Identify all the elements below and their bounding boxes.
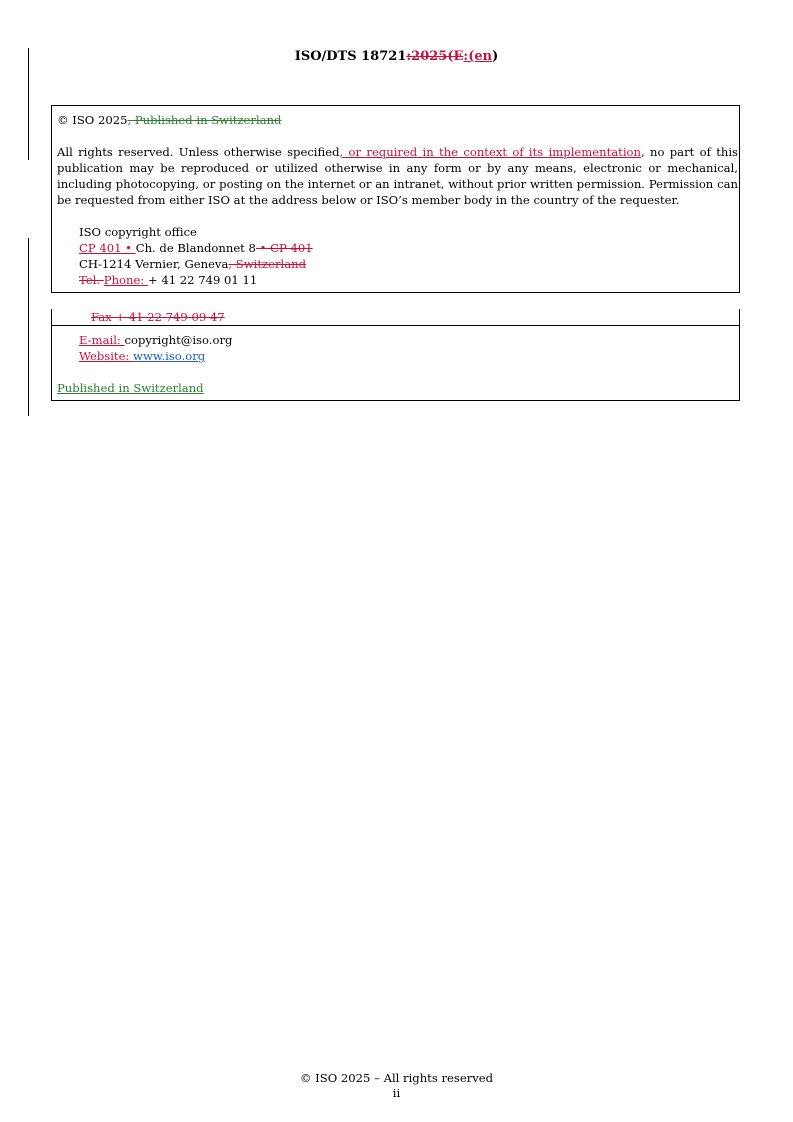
city-text: CH-1214 Vernier, Geneva <box>79 257 229 271</box>
footer-copyright: © ISO 2025 – All rights reserved <box>299 1071 494 1085</box>
address-block <box>57 224 734 288</box>
change-bar-bottom <box>28 238 29 416</box>
copyright-line <box>57 112 734 128</box>
email-address[interactable]: copyright@iso.org <box>124 333 233 347</box>
header-close-paren: ) <box>492 49 499 64</box>
document-header <box>0 48 793 66</box>
inserted-po-box: CP 401 • <box>79 241 136 255</box>
deleted-tel-label: Tel. <box>79 273 104 287</box>
deleted-fax: Fax + 41 22 749 09 47 <box>91 310 225 324</box>
rights-paragraph <box>57 144 738 208</box>
deleted-year-suffix: :2025(E <box>406 49 464 64</box>
copyright-text: © ISO 2025 <box>57 113 128 127</box>
deleted-country: , Switzerland <box>228 257 307 271</box>
page-number: ii <box>392 1086 401 1100</box>
phone-line <box>79 272 734 288</box>
rights-text-part2: , no part of this publication may be reproduced or utilized otherwise in any form or by any means, electronic or mechanical, including photocopying, or posting on the internet or an intranet, without prior written permission. Permission can be requested from either ISO at the address below or ISO’s member body in the country of the requester. <box>57 145 738 207</box>
website-link[interactable]: www.iso.org <box>133 349 206 363</box>
office-name: ISO copyright office <box>79 225 197 239</box>
page-footer <box>0 1071 793 1101</box>
deleted-po-box: • CP 401 <box>255 241 313 255</box>
address-line-city <box>79 256 734 272</box>
address-line-street <box>79 240 734 256</box>
street-text: Ch. de Blandonnet 8 <box>135 241 256 255</box>
inserted-implementation-clause: , or required in the context of its implementation <box>339 145 641 159</box>
inserted-language-suffix: :(en <box>463 49 493 64</box>
contact-box <box>51 325 740 401</box>
inserted-phone-label: Phone: <box>103 273 148 287</box>
inserted-email-label: E-mail: <box>79 333 125 347</box>
phone-number: + 41 22 749 01 11 <box>147 273 258 287</box>
published-line <box>57 380 734 396</box>
website-line <box>57 348 734 364</box>
deleted-published-note: , Published in Switzerland <box>127 113 282 127</box>
email-line <box>57 332 734 348</box>
inserted-published-note: Published in Switzerland <box>57 381 204 395</box>
inserted-website-label: Website: <box>79 349 134 363</box>
rights-text-part1: All rights reserved. Unless otherwise specified <box>57 145 340 159</box>
fax-line <box>51 309 740 325</box>
document-id: ISO/DTS 18721 <box>294 49 407 64</box>
copyright-box <box>51 105 740 293</box>
